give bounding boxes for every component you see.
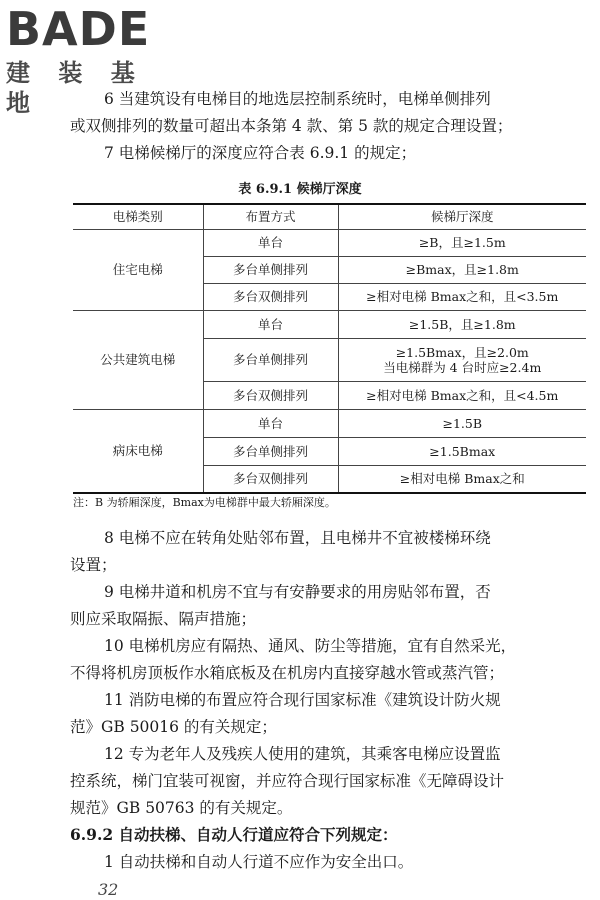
depth-line: 当电梯群为 4 台时应≥2.4m xyxy=(383,359,542,375)
section-6-9-2-item-1: 1 自动扶梯和自动人行道不应作为安全出口。 xyxy=(104,853,414,871)
depth-line: ≥1.5Bmax，且≥2.0m xyxy=(395,344,529,360)
table-header-row xyxy=(73,204,586,229)
layout-cell: 多台双侧排列 xyxy=(203,465,338,493)
item-11-line1: 11 消防电梯的布置应符合现行国家标准《建筑设计防火规 xyxy=(104,691,501,709)
depth-cell: ≥相对电梯 Bmax之和 xyxy=(338,465,586,493)
item-12-line3: 规范》GB 50763 的有关规定。 xyxy=(70,799,293,817)
category-cell: 公共建筑电梯 xyxy=(73,310,203,409)
depth-cell xyxy=(338,338,586,381)
layout-cell: 多台双侧排列 xyxy=(203,381,338,409)
depth-cell: ≥相对电梯 Bmax之和，且<4.5m xyxy=(338,381,586,409)
table-header-cell: 候梯厅深度 xyxy=(338,204,586,229)
paragraph-6-line1: 6 当建筑设有电梯目的地选层控制系统时，电梯单侧排列 xyxy=(104,90,491,108)
waiting-hall-depth-table xyxy=(73,203,586,494)
layout-cell: 单台 xyxy=(203,229,338,256)
layout-cell: 多台单侧排列 xyxy=(203,338,338,381)
paragraph-6-line2: 或双侧排列的数量可超出本条第 4 款、第 5 款的规定合理设置； xyxy=(70,117,513,135)
item-9-line1: 9 电梯井道和机房不宜与有安静要求的用房贴邻布置，否 xyxy=(104,583,491,601)
logo-subtitle: 建 装 基 地 xyxy=(6,59,145,117)
table-header-cell: 电梯类别 xyxy=(73,204,203,229)
depth-cell: ≥B，且≥1.5m xyxy=(338,229,586,256)
item-9-line2: 则应采取隔振、隔声措施； xyxy=(70,610,257,628)
depth-cell: ≥相对电梯 Bmax之和，且<3.5m xyxy=(338,283,586,310)
table-row xyxy=(73,310,586,338)
table-row xyxy=(73,409,586,437)
layout-cell: 多台双侧排列 xyxy=(203,283,338,310)
depth-cell: ≥1.5B，且≥1.8m xyxy=(338,310,586,338)
item-10-line2: 不得将机房顶板作水箱底板及在机房内直接穿越水管或蒸汽管； xyxy=(70,664,505,682)
table-header-cell: 布置方式 xyxy=(203,204,338,229)
page-number: 32 xyxy=(98,880,119,899)
logo-brand: BADE xyxy=(6,2,151,56)
section-6-9-2: 6.9.2 自动扶梯、自动人行道应符合下列规定： xyxy=(70,825,398,844)
layout-cell: 单台 xyxy=(203,409,338,437)
layout-cell: 多台单侧排列 xyxy=(203,256,338,283)
table-note: 注：B 为轿厢深度，Bmax为电梯群中最大轿厢深度。 xyxy=(73,496,336,509)
item-8-line1: 8 电梯不应在转角处贴邻布置，且电梯井不宜被楼梯环绕 xyxy=(104,529,491,547)
layout-cell: 多台单侧排列 xyxy=(203,437,338,465)
item-10-line1: 10 电梯机房应有隔热、通风、防尘等措施，宜有自然采光， xyxy=(104,637,517,655)
item-8-line2: 设置； xyxy=(70,556,117,574)
table-row xyxy=(73,229,586,256)
item-12-line1: 12 专为老年人及残疾人使用的建筑，其乘客电梯应设置监 xyxy=(104,745,501,763)
item-12-line2: 控系统，梯门宜装可视窗，并应符合现行国家标准《无障碍设计 xyxy=(70,772,505,790)
layout-cell: 单台 xyxy=(203,310,338,338)
category-cell: 病床电梯 xyxy=(73,409,203,493)
paragraph-7: 7 电梯候梯厅的深度应符合表 6.9.1 的规定； xyxy=(104,144,417,162)
category-cell: 住宅电梯 xyxy=(73,229,203,310)
depth-cell: ≥Bmax，且≥1.8m xyxy=(338,256,586,283)
table-caption: 表 6.9.1 候梯厅深度 xyxy=(238,182,362,197)
item-11-line2: 范》GB 50016 的有关规定； xyxy=(70,718,277,736)
depth-cell: ≥1.5B xyxy=(338,409,586,437)
depth-cell: ≥1.5Bmax xyxy=(338,437,586,465)
